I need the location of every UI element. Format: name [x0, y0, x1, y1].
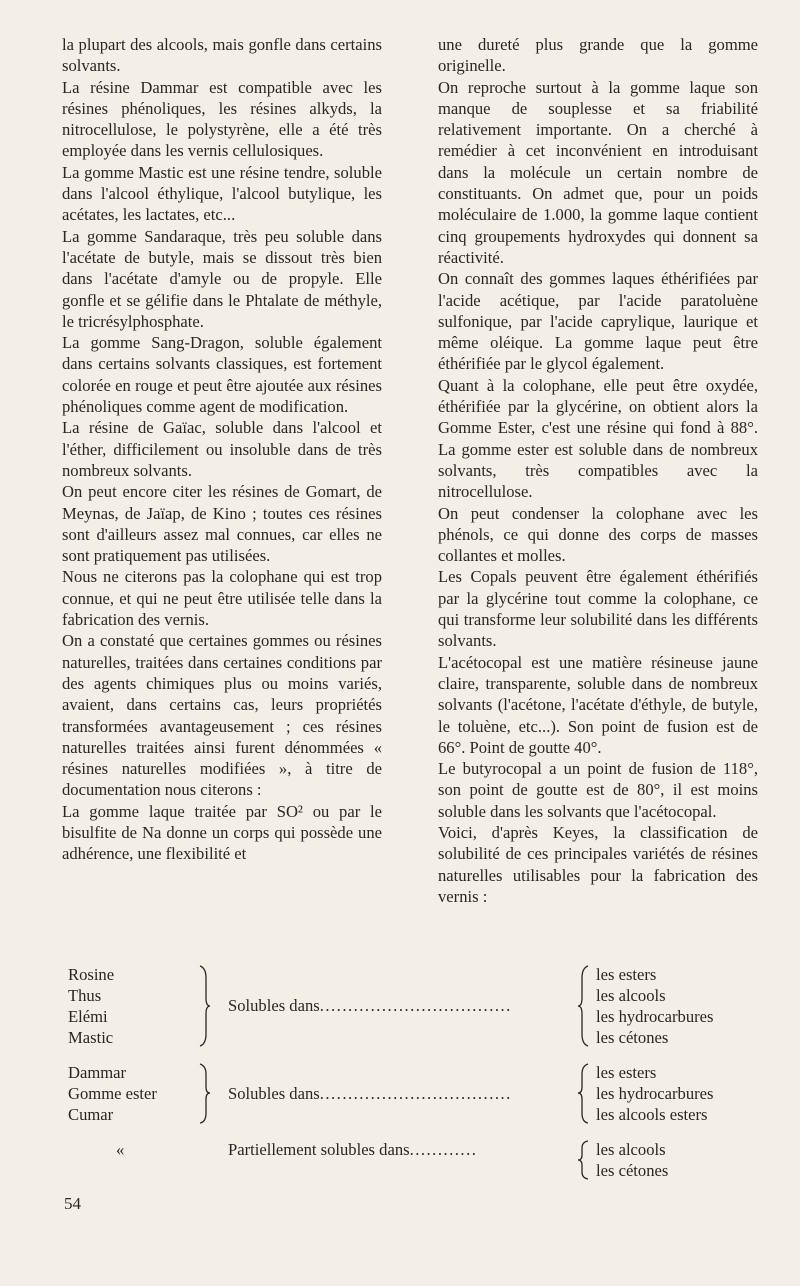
paragraph: La gomme Sang-Dragon, soluble également dans certains solvants classiques, est fortement colorée en rouge et peut être ajoutée aux résines phénoliques comme agent de modification. [62, 333, 382, 417]
resin-list [68, 964, 114, 1048]
left-brace [578, 1139, 590, 1181]
solubility-label [228, 1083, 512, 1104]
solubility-label [228, 995, 512, 1016]
paragraph: La gomme laque traitée par SO² ou par le bisulfite de Na donne un corps qui possède une adhérence, une flexibilité et [62, 801, 382, 864]
page-number: 54 [64, 1194, 81, 1213]
paragraph: On connaît des gommes laques éthérifiées par l'acide acétique, par l'acide paratoluène sulfonique, par l'acide caprylique, laurique et même oléique. La gomme laque peut être éthérifiée par le glycol également. [438, 269, 758, 374]
solvent-name: les alcools [596, 1140, 666, 1159]
table-group [62, 1139, 782, 1181]
resin-name: Cumar [68, 1105, 114, 1124]
table-group [62, 1062, 782, 1125]
paragraph: La résine de Gaïac, soluble dans l'alcool et l'éther, difficilement ou insoluble dans de très nombreux solvants. [62, 418, 382, 480]
paragraph: L'acétocopal est une matière résineuse jaune claire, transparente, soluble dans de nombreux solvants (l'acétone, l'acétate d'éthyle, de butyle, le toluène, etc...). Son point de fusion est de 66°. Point de goutte 40°. [438, 652, 758, 757]
paragraph: Quant à la colophane, elle peut être oxydée, éthérifiée par la glycérine, on obtient alors la Gomme Ester, c'est une résine qui fond à 88°. La gomme ester est soluble dans de nombreux solvants, très compatibles avec la nitrocellulose. [438, 375, 758, 502]
left-brace [578, 1062, 590, 1125]
solvent-name: les cétones [596, 1161, 669, 1180]
right-brace [198, 964, 210, 1048]
solvent-name: les esters [596, 1063, 657, 1082]
table-group [62, 964, 782, 1048]
solvent-list [596, 1139, 668, 1181]
solvent-name: les alcools esters [596, 1105, 708, 1124]
resin-name: Gomme ester [68, 1084, 157, 1103]
paragraph: On reproche surtout à la gomme laque son manque de souplesse et sa friabilité relativement importante. On a cherché à remédier à cet inconvénient en introduisant dans la molécule un certain nombre de constituants. On admet que, pour un poids moléculaire de 1.000, la gomme laque contient cinq groupements hydroxydes qui donnent sa réactivité. [438, 77, 758, 267]
resin-name: Mastic [68, 1028, 114, 1047]
resin-name: Dammar [68, 1063, 127, 1082]
solubility-table [62, 964, 782, 1195]
resin-list [68, 1062, 157, 1125]
resin-name: Thus [68, 986, 102, 1005]
resin-name: Elémi [68, 1007, 108, 1026]
paragraph: On a constaté que certaines gommes ou résines naturelles, traitées dans certaines conditions par des agents chimiques plus ou moins variés, avaient, dans certains cas, leurs propriétés transformées avantageusement ; ces résines naturelles traitées ainsi furent dénommées « résines naturelles modifiées », à titre de documentation nous citerons : [62, 631, 382, 800]
solvent-name: les esters [596, 965, 657, 984]
resin-list [116, 1139, 124, 1160]
paragraph: Les Copals peuvent être également éthérifiés par la glycérine tout comme la colophane, ce qui transforme leur solubilité dans les différents solvants. [438, 567, 758, 651]
ditto-mark: « [116, 1140, 125, 1159]
leader-dots: .................................. [319, 1084, 512, 1103]
paragraph: On peut condenser la colophane avec les phénols, ce qui donne des corps de masses collantes et molles. [438, 503, 758, 566]
left-brace [578, 964, 590, 1048]
solvent-name: les hydrocarbures [596, 1084, 714, 1103]
label-text: Solubles dans [228, 996, 320, 1015]
right-column [438, 34, 758, 907]
paragraph: la plupart des alcools, mais gonfle dans certains solvants. [62, 35, 382, 76]
leader-dots: ............ [409, 1140, 478, 1159]
paragraph: La gomme Mastic est une résine tendre, soluble dans l'alcool éthylique, l'alcool butylique, les acétates, les lactates, etc... [62, 162, 382, 225]
right-brace [198, 1062, 210, 1125]
label-text: Partiellement solubles dans [228, 1140, 410, 1159]
paragraph: Voici, d'après Keyes, la classification de solubilité de ces principales variétés de résines naturelles utilisables pour la fabrication des vernis : [438, 822, 758, 906]
solvent-list [596, 1062, 714, 1125]
solubility-label [228, 1139, 477, 1160]
paragraph: On peut encore citer les résines de Gomart, de Meynas, de Jaïap, de Kino ; toutes ces résines sont d'ailleurs assez mal connues, car elles ne sont pratiquement pas utilisées. [62, 482, 382, 566]
solvent-list [596, 964, 714, 1048]
left-column [62, 34, 382, 865]
paragraph: La résine Dammar est compatible avec les résines phénoliques, les résines alkyds, la nitrocellulose, le polystyrène, elle a été très employée dans les vernis cellulosiques. [62, 77, 382, 161]
leader-dots: .................................. [319, 996, 512, 1015]
label-text: Solubles dans [228, 1084, 320, 1103]
paragraph: La gomme Sandaraque, très peu soluble dans l'acétate de butyle, mais se dissout très bien dans l'acétate d'amyle ou de propyle. Elle gonfle et se gélifie dans le Phtalate de méthyle, le tricrésylphosphate. [62, 226, 382, 331]
solvent-name: les alcools [596, 986, 666, 1005]
paragraph: Le butyrocopal a un point de fusion de 118°, son point de goutte est de 80°, il est moins soluble dans les solvants que l'acétocopal. [438, 759, 758, 821]
paragraph: une dureté plus grande que la gomme originelle. [438, 35, 758, 76]
resin-name: Rosine [68, 965, 115, 984]
solvent-name: les hydrocarbures [596, 1007, 714, 1026]
paragraph: Nous ne citerons pas la colophane qui est trop connue, et qui ne peut être utilisée telle dans la fabrication des vernis. [62, 567, 382, 630]
solvent-name: les cétones [596, 1028, 669, 1047]
